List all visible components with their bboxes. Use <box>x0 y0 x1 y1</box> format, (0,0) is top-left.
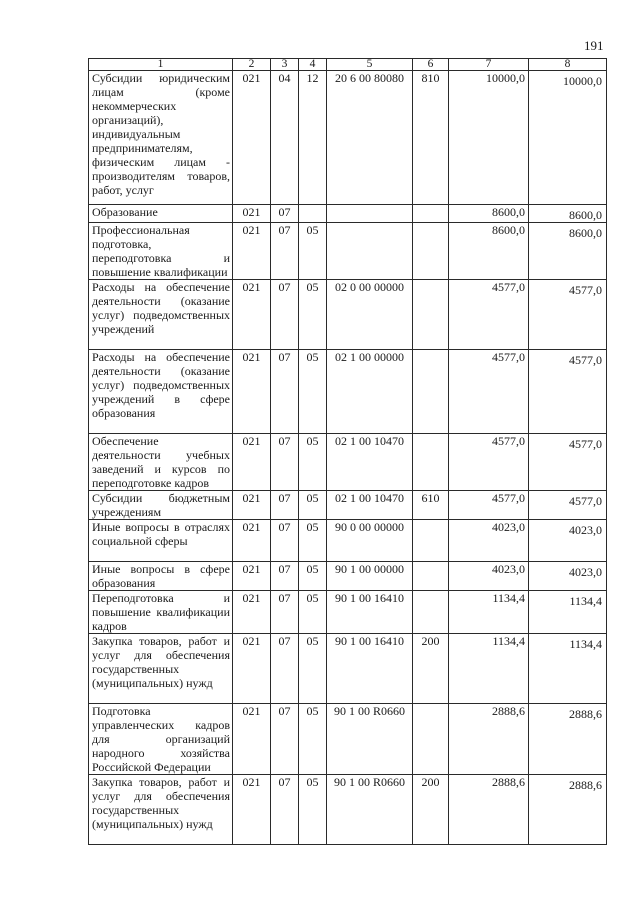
row-expense-type-cell <box>413 704 449 775</box>
row-ministry-cell: 021 <box>233 704 271 775</box>
row-subsection-cell: 05 <box>299 562 327 591</box>
row-expense-type-cell: 200 <box>413 634 449 704</box>
row-amount-7-cell: 2888,6 <box>449 775 529 845</box>
row-subsection-cell: 05 <box>299 704 327 775</box>
row-amount-7-cell: 4023,0 <box>449 520 529 562</box>
header-cell: 7 <box>449 59 529 71</box>
row-target-cell: 02 0 00 00000 <box>327 280 413 350</box>
row-amount-8-cell: 4577,0 <box>529 350 607 434</box>
row-name-cell: Расходы на обеспечение деятельности (оказание услуг) подведомственных учреждений <box>89 280 233 350</box>
row-section-cell: 07 <box>271 491 299 520</box>
row-name-cell: Переподготовка и повышение квалификации кадров <box>89 591 233 634</box>
header-row <box>89 59 607 71</box>
row-section-cell: 07 <box>271 520 299 562</box>
header-cell: 5 <box>327 59 413 71</box>
row-target-cell: 90 1 00 R0660 <box>327 704 413 775</box>
page-number: 191 <box>584 38 604 53</box>
row-expense-type-cell <box>413 205 449 223</box>
row-amount-8-cell: 2888,6 <box>529 704 607 775</box>
table-row <box>89 223 607 280</box>
row-section-cell: 07 <box>271 434 299 491</box>
row-subsection-cell: 05 <box>299 491 327 520</box>
header-cell: 6 <box>413 59 449 71</box>
table-row <box>89 562 607 591</box>
row-subsection-cell: 05 <box>299 350 327 434</box>
row-expense-type-cell <box>413 280 449 350</box>
row-name-cell: Образование <box>89 205 233 223</box>
row-expense-type-cell: 200 <box>413 775 449 845</box>
row-subsection-cell: 05 <box>299 634 327 704</box>
row-amount-8-cell: 1134,4 <box>529 634 607 704</box>
table-row <box>89 71 607 205</box>
row-section-cell: 04 <box>271 71 299 205</box>
row-amount-7-cell: 4577,0 <box>449 280 529 350</box>
table-row <box>89 520 607 562</box>
row-amount-8-cell: 4023,0 <box>529 562 607 591</box>
row-expense-type-cell <box>413 434 449 491</box>
row-name-cell: Подготовка управленческих кадров для организаций народного хозяйства Российской Федерации <box>89 704 233 775</box>
row-ministry-cell: 021 <box>233 350 271 434</box>
row-ministry-cell: 021 <box>233 71 271 205</box>
row-ministry-cell: 021 <box>233 280 271 350</box>
row-expense-type-cell: 810 <box>413 71 449 205</box>
row-name-cell: Обеспечение деятельности учебных заведений и курсов по переподготовке кадров <box>89 434 233 491</box>
row-section-cell: 07 <box>271 634 299 704</box>
row-expense-type-cell <box>413 520 449 562</box>
row-expense-type-cell <box>413 562 449 591</box>
row-amount-7-cell: 4577,0 <box>449 491 529 520</box>
row-target-cell: 90 1 00 16410 <box>327 634 413 704</box>
row-expense-type-cell: 610 <box>413 491 449 520</box>
row-ministry-cell: 021 <box>233 520 271 562</box>
table-row <box>89 280 607 350</box>
row-amount-7-cell: 1134,4 <box>449 591 529 634</box>
row-amount-8-cell: 4577,0 <box>529 491 607 520</box>
row-name-cell: Закупка товаров, работ и услуг для обеспечения государственных (муниципальных) нужд <box>89 775 233 845</box>
row-name-cell: Субсидии юридическим лицам (кроме некоммерческих организаций), индивидуальным предпринимателям, физическим лицам - производителям товаров, работ, услуг <box>89 71 233 205</box>
table-row <box>89 591 607 634</box>
table-row <box>89 704 607 775</box>
row-amount-8-cell: 4577,0 <box>529 280 607 350</box>
row-target-cell: 90 1 00 16410 <box>327 591 413 634</box>
row-expense-type-cell <box>413 223 449 280</box>
row-amount-7-cell: 10000,0 <box>449 71 529 205</box>
table-row <box>89 775 607 845</box>
row-name-cell: Субсидии бюджетным учреждениям <box>89 491 233 520</box>
row-name-cell: Профессиональная подготовка, переподготовка и повышение квалификации <box>89 223 233 280</box>
row-target-cell: 90 0 00 00000 <box>327 520 413 562</box>
row-target-cell: 02 1 00 10470 <box>327 434 413 491</box>
row-ministry-cell: 021 <box>233 634 271 704</box>
row-amount-7-cell: 4577,0 <box>449 350 529 434</box>
row-amount-7-cell: 8600,0 <box>449 205 529 223</box>
row-section-cell: 07 <box>271 350 299 434</box>
row-ministry-cell: 021 <box>233 223 271 280</box>
row-amount-8-cell: 4577,0 <box>529 434 607 491</box>
row-amount-7-cell: 1134,4 <box>449 634 529 704</box>
header-cell: 4 <box>299 59 327 71</box>
row-ministry-cell: 021 <box>233 434 271 491</box>
row-subsection-cell: 12 <box>299 71 327 205</box>
row-target-cell <box>327 223 413 280</box>
row-subsection-cell: 05 <box>299 223 327 280</box>
table-row <box>89 205 607 223</box>
table-row <box>89 434 607 491</box>
row-target-cell <box>327 205 413 223</box>
row-subsection-cell: 05 <box>299 591 327 634</box>
row-section-cell: 07 <box>271 591 299 634</box>
row-amount-8-cell: 2888,6 <box>529 775 607 845</box>
header-cell: 8 <box>529 59 607 71</box>
row-name-cell: Закупка товаров, работ и услуг для обеспечения государственных (муниципальных) нужд <box>89 634 233 704</box>
row-subsection-cell: 05 <box>299 520 327 562</box>
row-ministry-cell: 021 <box>233 491 271 520</box>
row-target-cell: 02 1 00 00000 <box>327 350 413 434</box>
row-amount-8-cell: 4023,0 <box>529 520 607 562</box>
row-amount-8-cell: 10000,0 <box>529 71 607 205</box>
row-section-cell: 07 <box>271 205 299 223</box>
row-name-cell: Расходы на обеспечение деятельности (оказание услуг) подведомственных учреждений в сфере образования <box>89 350 233 434</box>
row-name-cell: Иные вопросы в отраслях социальной сферы <box>89 520 233 562</box>
header-cell: 1 <box>89 59 233 71</box>
table-row <box>89 491 607 520</box>
row-amount-7-cell: 8600,0 <box>449 223 529 280</box>
row-subsection-cell: 05 <box>299 280 327 350</box>
row-subsection-cell: 05 <box>299 434 327 491</box>
row-amount-8-cell: 8600,0 <box>529 223 607 280</box>
row-target-cell: 02 1 00 10470 <box>327 491 413 520</box>
budget-table <box>88 58 607 845</box>
header-cell: 3 <box>271 59 299 71</box>
row-amount-7-cell: 4023,0 <box>449 562 529 591</box>
row-ministry-cell: 021 <box>233 205 271 223</box>
row-target-cell: 90 1 00 R0660 <box>327 775 413 845</box>
row-ministry-cell: 021 <box>233 775 271 845</box>
row-ministry-cell: 021 <box>233 562 271 591</box>
row-section-cell: 07 <box>271 223 299 280</box>
row-amount-7-cell: 4577,0 <box>449 434 529 491</box>
row-section-cell: 07 <box>271 280 299 350</box>
row-target-cell: 90 1 00 00000 <box>327 562 413 591</box>
row-ministry-cell: 021 <box>233 591 271 634</box>
row-name-cell: Иные вопросы в сфере образования <box>89 562 233 591</box>
row-amount-7-cell: 2888,6 <box>449 704 529 775</box>
row-target-cell: 20 6 00 80080 <box>327 71 413 205</box>
row-amount-8-cell: 8600,0 <box>529 205 607 223</box>
row-section-cell: 07 <box>271 704 299 775</box>
row-subsection-cell: 05 <box>299 775 327 845</box>
table-row <box>89 634 607 704</box>
table-body <box>89 71 607 845</box>
row-amount-8-cell: 1134,4 <box>529 591 607 634</box>
row-expense-type-cell <box>413 591 449 634</box>
row-expense-type-cell <box>413 350 449 434</box>
header-cell: 2 <box>233 59 271 71</box>
row-section-cell: 07 <box>271 775 299 845</box>
row-section-cell: 07 <box>271 562 299 591</box>
table-row <box>89 350 607 434</box>
row-subsection-cell <box>299 205 327 223</box>
